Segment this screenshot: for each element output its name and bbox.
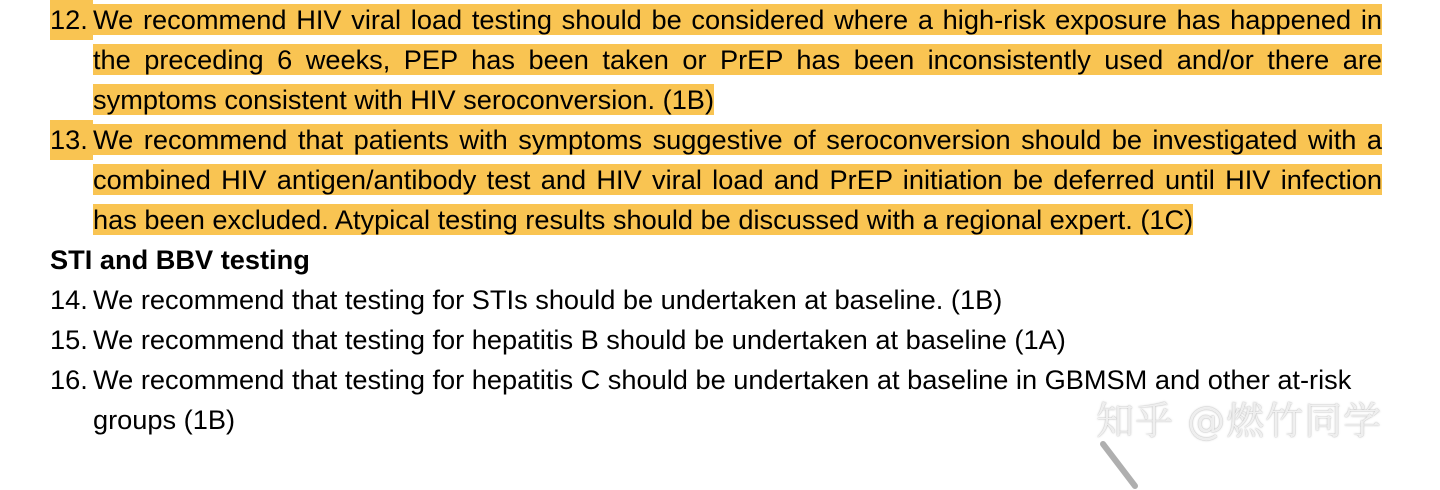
watermark: 知乎 @燃竹同学 <box>1096 399 1383 443</box>
recommendation-12 <box>50 0 1382 120</box>
recommendation-number: 13. <box>50 120 93 160</box>
recommendation-13 <box>50 120 1382 240</box>
recommendation-15 <box>50 320 1382 360</box>
recommendation-number: 15. <box>50 324 88 355</box>
recommendation-text: We recommend HIV viral load testing should be considered where a high-risk exposure has happened in the preceding 6 weeks, PEP has been taken or PrEP has been inconsistently used and/or there are symptoms consistent with HIV seroconversion. (1B) <box>93 4 1382 115</box>
recommendation-text: We recommend that patients with symptoms suggestive of seroconversion should be investigated with a combined HIV antigen/antibody test and HIV viral load and PrEP initiation be deferred until HIV infection has been excluded. Atypical testing results should be discussed with a regional expert. (1C) <box>93 124 1382 235</box>
document-page <box>50 0 1382 440</box>
recommendation-text: We recommend that testing for hepatitis C should be undertaken at baseline in GBMSM and other at-risk groups (1B) <box>93 364 1352 435</box>
recommendation-text: We recommend that testing for hepatitis B should be undertaken at baseline (1A) <box>93 324 1066 355</box>
recommendation-number: 12. <box>50 0 93 40</box>
recommendation-text: We recommend that testing for STIs should be undertaken at baseline. (1B) <box>93 284 1003 315</box>
recommendation-number: 16. <box>50 364 88 395</box>
watermark-stroke-icon <box>1095 440 1155 490</box>
recommendation-number: 14. <box>50 284 88 315</box>
recommendation-14 <box>50 280 1382 320</box>
section-heading: STI and BBV testing <box>50 244 310 275</box>
